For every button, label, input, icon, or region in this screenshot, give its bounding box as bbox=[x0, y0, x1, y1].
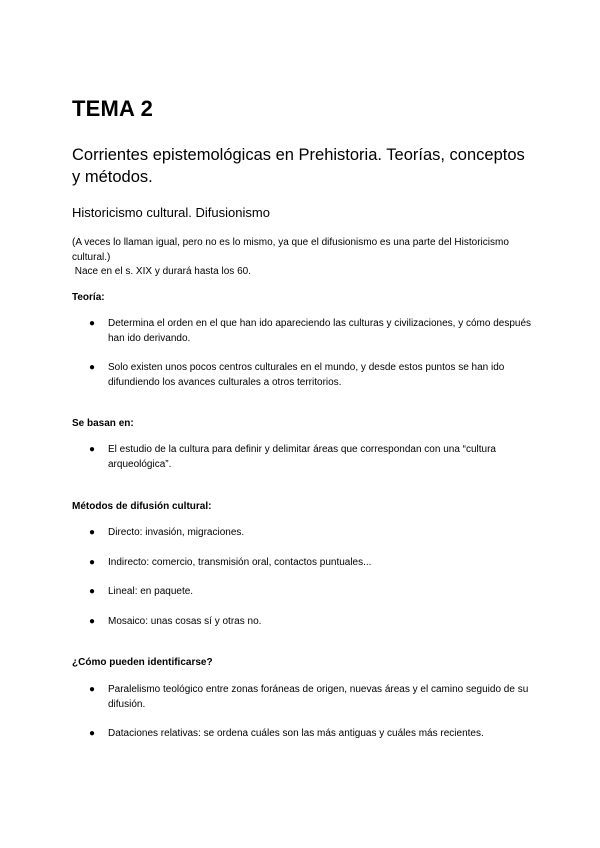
list-item-text: Solo existen unos pocos centros culturales en el mundo, y desde estos puntos se han ido difundiendo los avances culturales a otros territorios. bbox=[108, 362, 505, 388]
list-item bbox=[72, 585, 532, 600]
bullet-icon: ● bbox=[89, 586, 96, 597]
page-subtitle: Corrientes epistemológicas en Prehistoria. Teorías, conceptos y métodos. bbox=[72, 146, 525, 186]
bullet-icon: ● bbox=[89, 527, 96, 538]
list-item-text: Mosaico: unas cosas sí y otras no. bbox=[108, 615, 262, 627]
section-heading: Historicismo cultural. Difusionismo bbox=[72, 205, 270, 220]
bullet-icon: ● bbox=[89, 728, 96, 739]
intro-note bbox=[72, 236, 532, 280]
list-item bbox=[72, 615, 532, 630]
list-item-text: Paralelismo teológico entre zonas foráneas de origen, nuevas áreas y el camino seguido de su difusión. bbox=[108, 684, 529, 710]
page-title: TEMA 2 bbox=[72, 96, 154, 121]
teoria-list bbox=[72, 317, 532, 390]
list-item-text: Indirecto: comercio, transmisión oral, contactos puntuales... bbox=[108, 556, 372, 568]
bullet-icon: ● bbox=[89, 615, 96, 627]
identificar-list bbox=[72, 683, 532, 742]
bullet-icon: ● bbox=[89, 318, 96, 329]
bullet-icon: ● bbox=[89, 362, 96, 373]
list-item bbox=[72, 683, 532, 712]
list-item bbox=[72, 556, 532, 571]
list-item bbox=[72, 361, 532, 390]
metodos-label: Métodos de difusión cultural: bbox=[72, 501, 212, 512]
se-basan-list bbox=[72, 443, 532, 472]
list-item-text: El estudio de la cultura para definir y delimitar áreas que correspondan con una “cultura arqueológica”. bbox=[108, 444, 496, 470]
teoria-label: Teoría: bbox=[72, 292, 105, 303]
list-item bbox=[72, 317, 532, 346]
metodos-list bbox=[72, 526, 532, 629]
list-item-text: Lineal: en paquete. bbox=[108, 586, 194, 597]
se-basan-label: Se basan en: bbox=[72, 418, 134, 429]
intro-note-line: Nace en el s. XIX y durará hasta los 60. bbox=[72, 266, 251, 277]
list-item bbox=[72, 443, 532, 472]
identificar-label: ¿Cómo pueden identificarse? bbox=[72, 657, 213, 668]
bullet-icon: ● bbox=[89, 444, 96, 455]
list-item bbox=[72, 526, 532, 541]
intro-note-line: (A veces lo llaman igual, pero no es lo mismo, ya que el difusionismo es una parte del Historicismo cultural.) bbox=[72, 237, 509, 263]
bullet-icon: ● bbox=[89, 684, 96, 695]
list-item-text: Determina el orden en el que han ido apareciendo las culturas y civilizaciones, y cómo después han ido derivando. bbox=[108, 318, 532, 344]
list-item bbox=[72, 727, 532, 742]
list-item-text: Dataciones relativas: se ordena cuáles son las más antiguas y cuáles más recientes. bbox=[108, 728, 484, 739]
bullet-icon: ● bbox=[89, 556, 96, 568]
list-item-text: Directo: invasión, migraciones. bbox=[108, 527, 245, 538]
